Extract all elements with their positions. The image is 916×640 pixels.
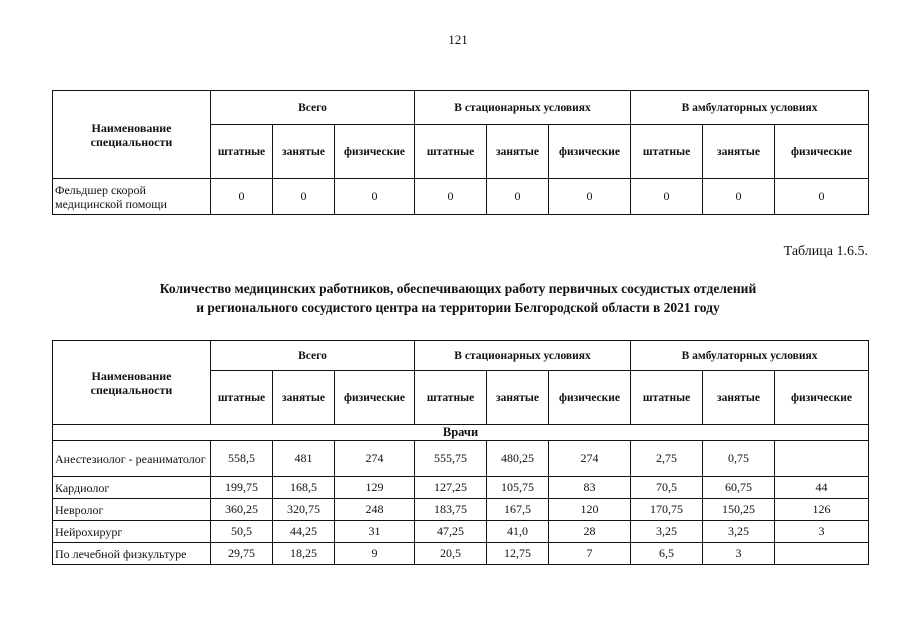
table-title-line-2: и регионального сосудистого центра на территории Белгородской области в 2021 году bbox=[196, 300, 720, 315]
table-row bbox=[53, 521, 869, 543]
cell: 70,5 bbox=[631, 477, 703, 499]
table-title bbox=[0, 279, 916, 317]
cell: 320,75 bbox=[273, 499, 335, 521]
table-row bbox=[53, 499, 869, 521]
row-name: Фельдшер скорой медицинской помощи bbox=[53, 179, 211, 215]
cell: 105,75 bbox=[487, 477, 549, 499]
header-group-total: Всего bbox=[211, 91, 415, 125]
cell: 127,25 bbox=[415, 477, 487, 499]
cell: 9 bbox=[335, 543, 415, 565]
header-specialty: Наименование специальности bbox=[53, 91, 211, 179]
cell: 12,75 bbox=[487, 543, 549, 565]
cell: 0 bbox=[273, 179, 335, 215]
section-header-doctors: Врачи bbox=[53, 425, 869, 441]
row-name: Анестезиолог - реаниматолог bbox=[53, 441, 211, 477]
header-staffed: штатные bbox=[211, 371, 273, 425]
cell: 0 bbox=[775, 179, 869, 215]
header-occupied: занятые bbox=[487, 125, 549, 179]
table-caption: Таблица 1.6.5. bbox=[783, 244, 868, 259]
cell: 150,25 bbox=[703, 499, 775, 521]
cell: 3,25 bbox=[631, 521, 703, 543]
header-occupied: занятые bbox=[273, 125, 335, 179]
cell: 3 bbox=[775, 521, 869, 543]
cell: 83 bbox=[549, 477, 631, 499]
header-staffed: штатные bbox=[631, 125, 703, 179]
page-number: 121 bbox=[448, 32, 468, 47]
header-physical: физические bbox=[549, 125, 631, 179]
header-occupied: занятые bbox=[703, 125, 775, 179]
table-title-line-1: Количество медицинских работников, обеспечивающих работу первичных сосудистых отделений bbox=[159, 281, 757, 296]
cell: 47,25 bbox=[415, 521, 487, 543]
header-group-inpatient: В стационарных условиях bbox=[415, 91, 631, 125]
cell: 3 bbox=[703, 543, 775, 565]
cell: 274 bbox=[335, 441, 415, 477]
header-occupied: занятые bbox=[273, 371, 335, 425]
cell: 44,25 bbox=[273, 521, 335, 543]
cell: 20,5 bbox=[415, 543, 487, 565]
header-staffed: штатные bbox=[415, 371, 487, 425]
header-occupied: занятые bbox=[703, 371, 775, 425]
cell: 31 bbox=[335, 521, 415, 543]
cell: 481 bbox=[273, 441, 335, 477]
cell: 41,0 bbox=[487, 521, 549, 543]
cell: 0 bbox=[487, 179, 549, 215]
row-name: По лечебной физкультуре bbox=[53, 543, 211, 565]
cell: 120 bbox=[549, 499, 631, 521]
cell: 126 bbox=[775, 499, 869, 521]
header-physical: физические bbox=[335, 371, 415, 425]
table-row bbox=[53, 441, 869, 477]
cell: 167,5 bbox=[487, 499, 549, 521]
cell: 3,25 bbox=[703, 521, 775, 543]
cell: 170,75 bbox=[631, 499, 703, 521]
cell: 29,75 bbox=[211, 543, 273, 565]
cell: 60,75 bbox=[703, 477, 775, 499]
cell: 0 bbox=[549, 179, 631, 215]
header-group-inpatient: В стационарных условиях bbox=[415, 341, 631, 371]
cell: 0 bbox=[703, 179, 775, 215]
table-row bbox=[53, 543, 869, 565]
cell: 28 bbox=[549, 521, 631, 543]
header-physical: физические bbox=[549, 371, 631, 425]
cell: 129 bbox=[335, 477, 415, 499]
cell: 0 bbox=[335, 179, 415, 215]
staff-table-vascular bbox=[52, 340, 869, 565]
header-specialty: Наименование специальности bbox=[53, 341, 211, 425]
staff-table-ambulance bbox=[52, 90, 869, 215]
cell bbox=[775, 441, 869, 477]
cell: 44 bbox=[775, 477, 869, 499]
cell: 0 bbox=[631, 179, 703, 215]
cell: 7 bbox=[549, 543, 631, 565]
cell: 558,5 bbox=[211, 441, 273, 477]
cell: 248 bbox=[335, 499, 415, 521]
header-staffed: штатные bbox=[211, 125, 273, 179]
cell: 360,25 bbox=[211, 499, 273, 521]
cell: 168,5 bbox=[273, 477, 335, 499]
header-staffed: штатные bbox=[415, 125, 487, 179]
cell: 480,25 bbox=[487, 441, 549, 477]
cell: 0,75 bbox=[703, 441, 775, 477]
cell bbox=[775, 543, 869, 565]
cell: 183,75 bbox=[415, 499, 487, 521]
header-group-outpatient: В амбулаторных условиях bbox=[631, 91, 869, 125]
table-row bbox=[53, 179, 869, 215]
cell: 18,25 bbox=[273, 543, 335, 565]
header-staffed: штатные bbox=[631, 371, 703, 425]
table-row bbox=[53, 477, 869, 499]
header-occupied: занятые bbox=[487, 371, 549, 425]
header-physical: физические bbox=[775, 125, 869, 179]
cell: 199,75 bbox=[211, 477, 273, 499]
cell: 6,5 bbox=[631, 543, 703, 565]
cell: 2,75 bbox=[631, 441, 703, 477]
cell: 0 bbox=[211, 179, 273, 215]
row-name: Невролог bbox=[53, 499, 211, 521]
row-name: Кардиолог bbox=[53, 477, 211, 499]
row-name: Нейрохирург bbox=[53, 521, 211, 543]
cell: 274 bbox=[549, 441, 631, 477]
header-physical: физические bbox=[775, 371, 869, 425]
header-group-outpatient: В амбулаторных условиях bbox=[631, 341, 869, 371]
header-group-total: Всего bbox=[211, 341, 415, 371]
cell: 555,75 bbox=[415, 441, 487, 477]
cell: 50,5 bbox=[211, 521, 273, 543]
cell: 0 bbox=[415, 179, 487, 215]
header-physical: физические bbox=[335, 125, 415, 179]
